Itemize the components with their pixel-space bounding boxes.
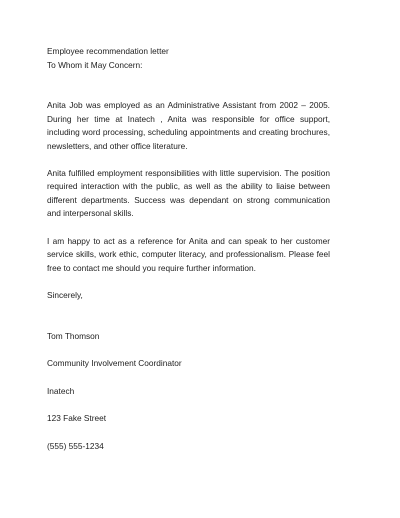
signature-name: Tom Thomson xyxy=(47,330,100,341)
salutation: To Whom it May Concern: xyxy=(47,59,143,70)
signature-street: 123 Fake Street xyxy=(47,413,107,423)
paragraph-reference: I am happy to act as a reference for Anita and can speak to her customer service skills, work ethic, computer literacy, and professionalism. Please feel free to contact me should you require further information. xyxy=(47,235,330,273)
letter-title: Employee recommendation letter xyxy=(47,46,169,56)
paragraph-responsibilities: Anita fulfilled employment responsibilities with little supervision. The position required interaction with the public, as well as the ability to liaise between different departments. Success was dependant on strong communication and interpersonal skills. xyxy=(47,167,330,218)
signature-phone: (555) 555-1234 xyxy=(47,440,104,451)
signature-company: Inatech xyxy=(47,385,75,396)
paragraph-employment: Anita Job was employed as an Administrative Assistant from 2002 – 2005. During her time at Inatech , Anita was responsible for office support, including word processing, scheduling appointments and creating brochures, newsletters, and other office literature. xyxy=(47,100,330,151)
letter-body xyxy=(47,45,330,453)
signature-role: Community Involvement Coordinator xyxy=(47,358,182,368)
closing: Sincerely, xyxy=(47,290,83,300)
